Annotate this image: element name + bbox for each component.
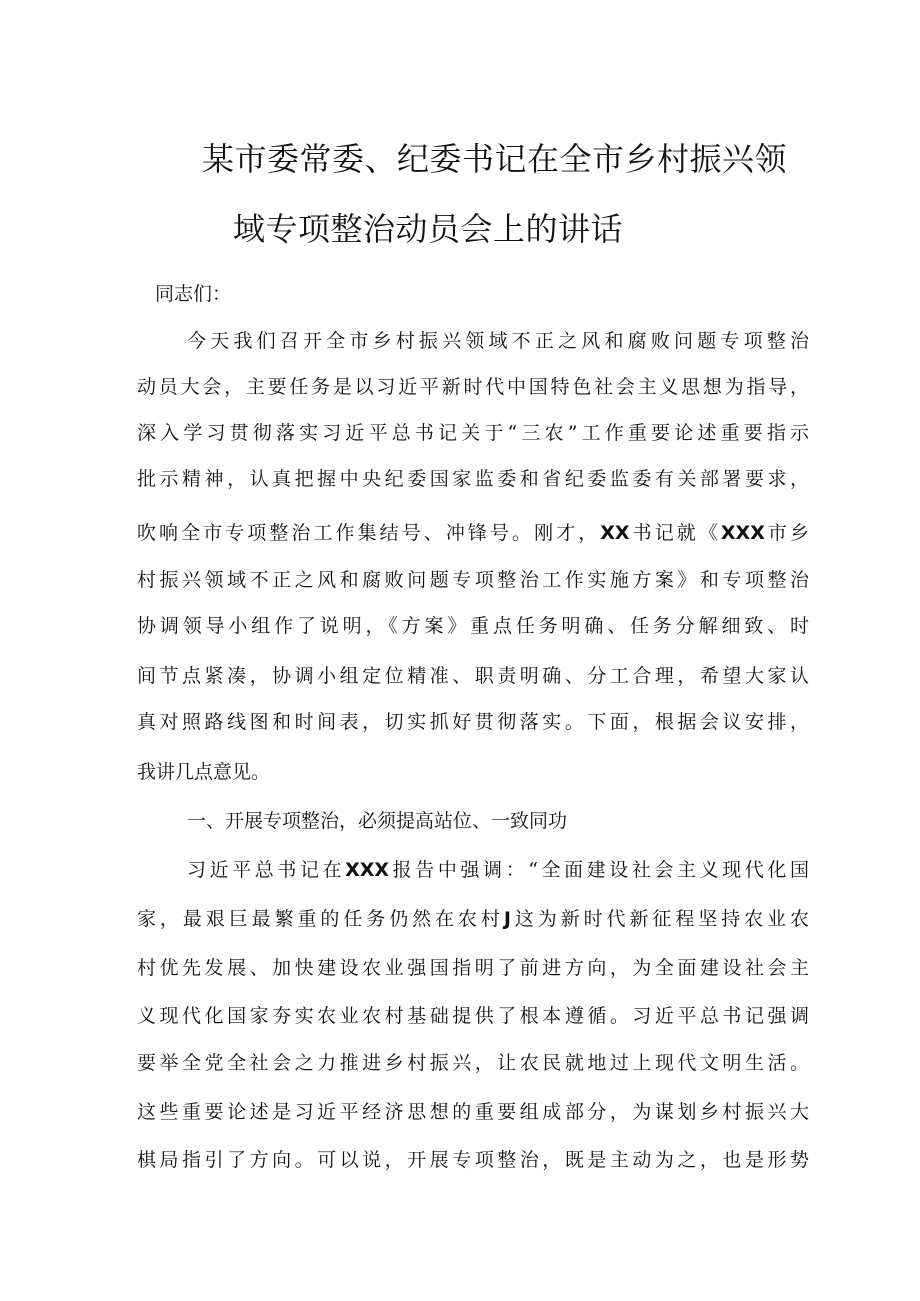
- document-title-line-1: 某市委常委、纪委书记在全市乡村振兴领: [202, 140, 788, 178]
- paragraph-1-line: 我讲几点意见。: [137, 761, 271, 783]
- salutation: 同志们：: [155, 283, 232, 305]
- paragraph-2-line: 义现代化国家夯实农业农村基础提供了根本遵循。习近平总书记强调: [137, 1005, 809, 1027]
- paragraph-1-line: 协调领导小组作了说明，《方案》重点任务明确、任务分解细致、时: [137, 615, 809, 637]
- section-heading-1: 一、开展专项整治，必须提高站位、一致同功: [187, 810, 568, 832]
- paragraph-2-line: 这些重要论述是习近平经济思想的重要组成部分，为谋划乡村振兴大: [137, 1101, 809, 1123]
- paragraph-1-line: 深入学习贯彻落实习近平总书记关于“三农”工作重要论述重要指示: [137, 422, 809, 444]
- paragraph-2-line: 家，最艰巨最繁重的任务仍然在农村J这为新时代新征程坚持农业农: [137, 908, 809, 930]
- paragraph-1-line: 间节点紧凑，协调小组定位精准、职责明确、分工合理，希望大家认: [137, 665, 809, 687]
- paragraph-2-line: 要举全党全社会之力推进乡村振兴，让农民就地过上现代文明生活。: [137, 1052, 809, 1074]
- paragraph-2-line: 棋局指引了方向。可以说，开展专项整治，既是主动为之，也是形势: [137, 1149, 809, 1171]
- paragraph-2-line: 村优先发展、加快建设农业强国指明了前进方向，为全面建设社会主: [137, 957, 809, 979]
- paragraph-1-line: 真对照路线图和时间表，切实抓好贯彻落实。下面，根据会议安排，: [137, 711, 809, 733]
- paragraph-1-line: 村振兴领域不正之风和腐败问题专项整治工作实施方案》和专项整治: [137, 569, 809, 591]
- paragraph-1-line: 动员大会，主要任务是以习近平新时代中国特色社会主义思想为指导，: [137, 376, 809, 398]
- paragraph-1-line: 今天我们召开全市乡村振兴领域不正之风和腐败问题专项整治: [187, 330, 809, 352]
- document-title-line-2: 域专项整治动员会上的讲话: [233, 210, 624, 248]
- paragraph-2-line: 习近平总书记在XXX报告中强调：“全面建设社会主义现代化国: [187, 859, 809, 881]
- paragraph-1-line: 批示精神，认真把握中央纪委国家监委和省纪委监委有关部署要求，: [137, 468, 809, 490]
- paragraph-1-line: 吹响全市专项整治工作集结号、冲锋号。刚才，XX书记就《XXX市乡: [137, 522, 809, 544]
